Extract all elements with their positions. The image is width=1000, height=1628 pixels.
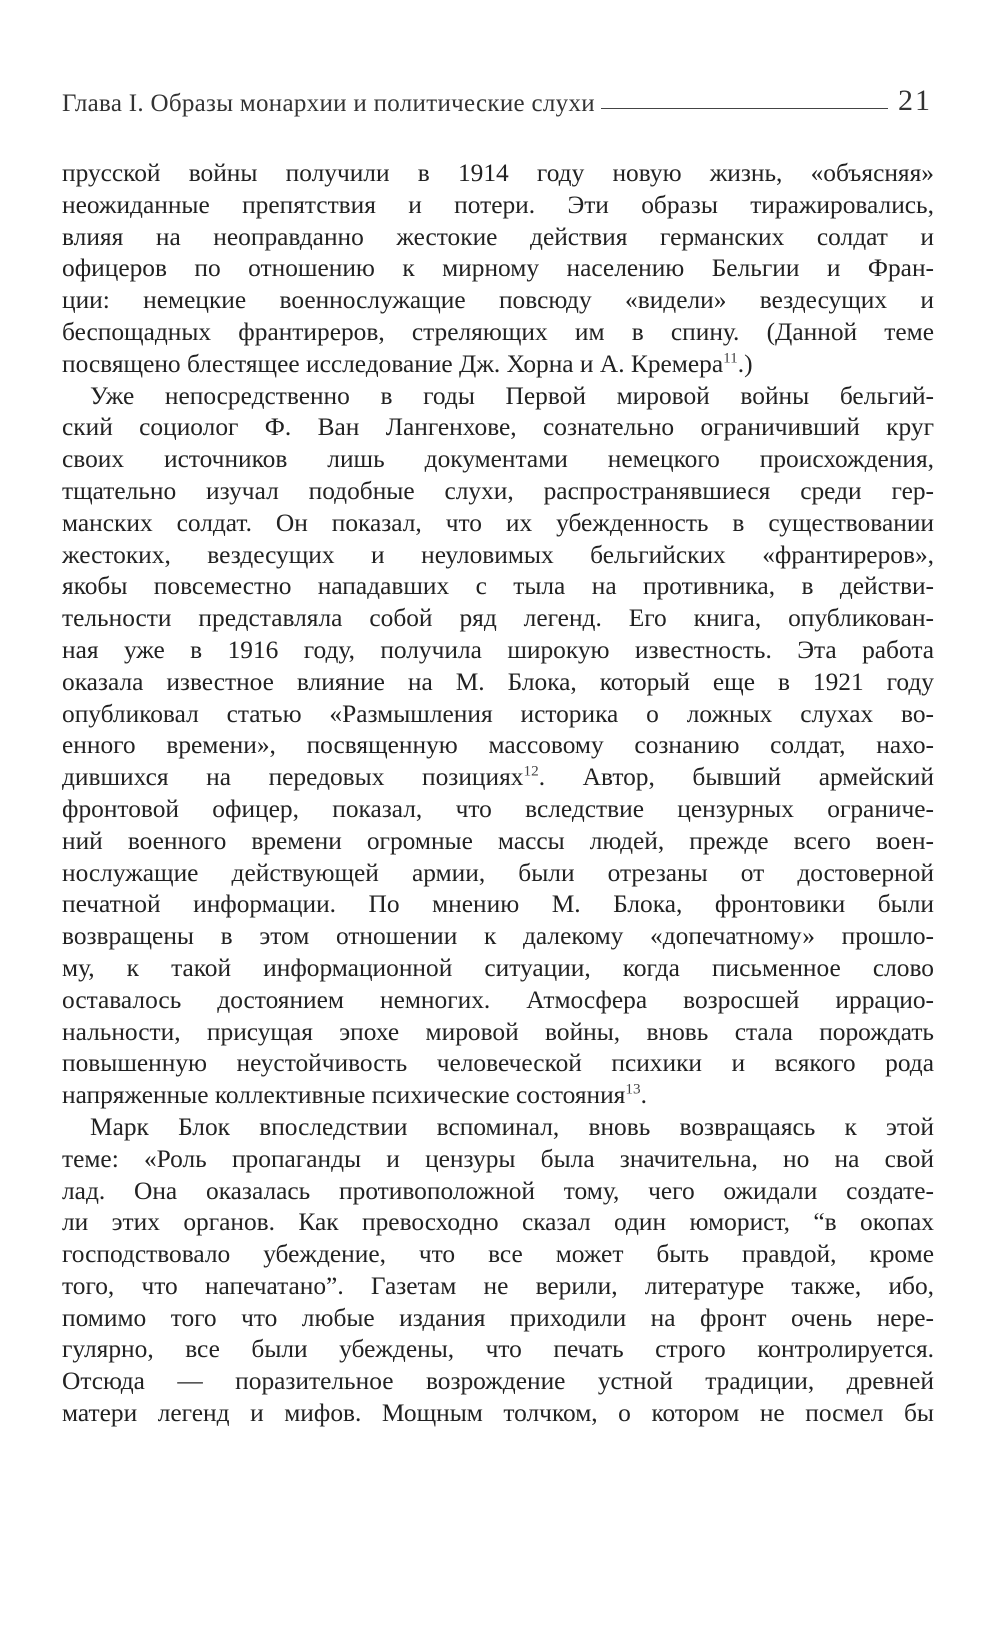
paragraph-3	[62, 1112, 934, 1430]
text-fragment: .	[640, 1081, 647, 1110]
text-line: возвращены в этом отношении к далекому «допечатному» прошло-	[62, 922, 934, 951]
text-line: нослужащие действующей армии, были отрезаны от достоверной	[62, 858, 934, 887]
text-line: ли этих органов. Как превосходно сказал один юморист, “в окопах	[62, 1208, 934, 1237]
text-line: Уже непосредственно в годы Первой мировой войны бельгий-	[90, 381, 934, 410]
paragraph-1	[62, 158, 934, 381]
text-line	[62, 762, 934, 794]
text-line: гулярно, все были убеждены, что печать строго контролируется.	[62, 1335, 934, 1364]
text-line: ский социолог Ф. Ван Лангенхове, сознательно ограничивший круг	[62, 413, 934, 442]
text-line: тельности представляла собой ряд легенд. Его книга, опубликован-	[62, 604, 934, 633]
text-line: му, к такой информационной ситуации, когда письменное слово	[62, 953, 934, 982]
paragraph-2	[62, 381, 934, 1112]
text-line: неожиданные препятствия и потери. Эти образы тиражировались,	[62, 190, 934, 219]
text-line: матери легенд и мифов. Мощным толчком, о котором не посмел бы	[62, 1399, 934, 1428]
text-fragment: дившихся на передовых позициях	[62, 763, 524, 792]
page-number: 21	[898, 84, 932, 117]
header-rule	[601, 108, 888, 109]
footnote-ref[interactable]: 13	[625, 1080, 641, 1098]
text-line: тщательно изучал подобные слухи, распространявшиеся среди гер-	[62, 476, 934, 505]
text-line: опубликовал статью «Размышления историка о ложных слухах во-	[62, 699, 934, 728]
text-line: ции: немецкие военнослужащие повсюду «видели» вездесущих и	[62, 286, 934, 315]
text-fragment: .)	[737, 349, 753, 378]
footnote-ref[interactable]: 12	[523, 762, 539, 780]
running-header	[62, 78, 932, 118]
text-line: своих источников лишь документами немецкого происхождения,	[62, 445, 934, 474]
footnote-ref[interactable]: 11	[723, 349, 738, 367]
text-line: того, что напечатано”. Газетам не верили, литературе также, ибо,	[62, 1271, 934, 1300]
text-line: влияя на неоправданно жестокие действия германских солдат и	[62, 222, 934, 251]
text-line: манских солдат. Он показал, что их убежденность в существовании	[62, 508, 934, 537]
text-fragment: . Автор, бывший армейский	[538, 763, 934, 792]
text-line: оставалось достоянием немногих. Атмосфера возросшей иррацио-	[62, 985, 934, 1014]
text-line: беспощадных франтиреров, стреляющих им в спину. (Данной теме	[62, 317, 934, 346]
text-line: нальности, присущая эпохе мировой войны, вновь стала порождать	[62, 1017, 934, 1046]
text-line: оказала известное влияние на М. Блока, который еще в 1921 году	[62, 667, 934, 696]
text-line: повышенную неустойчивость человеческой психики и всякого рода	[62, 1049, 934, 1078]
text-line: помимо того что любые издания приходили на фронт очень нере-	[62, 1303, 934, 1332]
chapter-title: Глава I. Образы монархии и политические слухи	[62, 90, 595, 117]
text-line: Марк Блок впоследствии вспоминал, вновь возвращаясь к этой	[90, 1112, 934, 1141]
text-line: фронтовой офицер, показал, что вследствие цензурных ограниче-	[62, 794, 934, 823]
text-line: ний военного времени огромные массы людей, прежде всего воен-	[62, 826, 934, 855]
text-line: офицеров по отношению к мирному населению Бельгии и Фран-	[62, 254, 934, 283]
text-line: лад. Она оказалась противоположной тому, чего ожидали создате-	[62, 1176, 934, 1205]
text-fragment: посвящено блестящее исследование Дж. Хорна и А. Кремера	[62, 349, 724, 378]
text-line: ная уже в 1916 году, получила широкую известность. Эта работа	[62, 635, 934, 664]
text-line	[62, 1080, 934, 1112]
text-line: енного времени», посвященную массовому сознанию солдат, нахо-	[62, 731, 934, 760]
text-fragment: напряженные коллективные психические состояния	[62, 1081, 626, 1110]
body-text	[62, 158, 934, 1430]
text-line: жестоких, вездесущих и неуловимых бельгийских «франтиреров»,	[62, 540, 934, 569]
text-line: печатной информации. По мнению М. Блока, фронтовики были	[62, 890, 934, 919]
text-line: господствовало убеждение, что все может быть правдой, кроме	[62, 1240, 934, 1269]
text-line: прусской войны получили в 1914 году новую жизнь, «объясняя»	[62, 159, 934, 187]
text-line: теме: «Роль пропаганды и цензуры была значительна, но на свой	[62, 1144, 934, 1173]
text-line: якобы повсеместно нападавших с тыла на противника, в действи-	[62, 572, 934, 601]
text-line: Отсюда — поразительное возрождение устной традиции, древней	[62, 1367, 934, 1396]
text-line	[62, 349, 934, 381]
